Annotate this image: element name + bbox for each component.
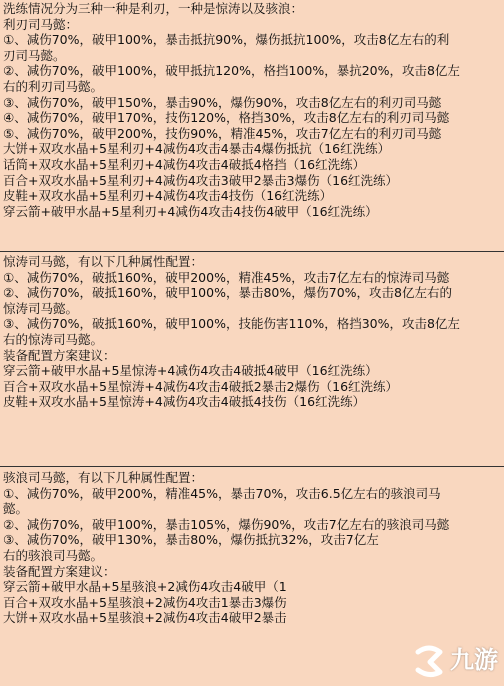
text-line: 装备配置方案建议： [3, 347, 116, 363]
text-line: 穿云箭+破甲水晶+5星骇浪+2减伤4攻击4破甲（1 [3, 579, 287, 595]
watermark [410, 642, 498, 680]
text-line: ③、减伤70%，破甲130%，暴击80%，爆伤抵抗32%，攻击7亿左 [3, 532, 379, 548]
section-wave [0, 254, 504, 410]
section-blade [0, 1, 504, 219]
text-line: ②、减伤70%，破甲100%，破甲抵抗120%，格挡100%，暴抗20%，攻击8亿左 [3, 63, 460, 79]
text-line: 骇浪司马懿，有以下几种属性配置： [3, 470, 204, 485]
text-line: 惊涛司马懿，有以下几种属性配置： [3, 254, 204, 269]
text-line: ①、减伤70%，破甲200%，精准45%，暴击70%，攻击6.5亿左右的骇浪司马 [3, 485, 441, 501]
text-line: 皮鞋+双攻水晶+5星利刃+4减伤4攻击4技伤（16红洗练） [3, 188, 333, 204]
text-line: ③、减伤70%，破抵160%，破甲100%，技能伤害110%，格挡30%，攻击8亿左 [3, 316, 460, 332]
text-line: 百合+双攻水晶+5星骇浪+2减伤4攻击1暴击3爆伤 [3, 594, 287, 610]
text-line: 右的惊涛司马懿。 [3, 331, 104, 347]
text-line: 大饼+双攻水晶+5星骇浪+2减伤4攻击4破甲2暴击 [3, 610, 287, 626]
text-line: 穿云箭+破甲水晶+5星利刃+4减伤4攻击4技伤4破甲（16红洗练） [3, 203, 378, 219]
divider [0, 466, 504, 467]
text-line: 懿。 [3, 501, 29, 517]
text-line: 洗练情况分为三种一种是利刃，一种是惊涛以及骇浪： [3, 1, 304, 16]
text-line: 装备配置方案建议： [3, 563, 116, 579]
text-line: 右的骇浪司马懿。 [3, 547, 104, 563]
text-line: ②、减伤70%，破抵160%，破甲100%，暴击80%，爆伤70%，攻击8亿左右的 [3, 285, 452, 301]
text-line: 右的利刃司马懿。 [3, 78, 104, 94]
text-line: 利刃司马懿： [3, 16, 79, 32]
text-line: 穿云箭+破甲水晶+5星惊涛+4减伤4攻击4破抵4破甲（16红洗练） [3, 363, 378, 379]
text-line: ①、减伤70%，破抵160%，破甲200%，精准45%，攻击7亿左右的惊涛司马懿 [3, 269, 450, 285]
text-line: ③、减伤70%，破甲150%，暴击90%，爆伤90%，攻击8亿左右的利刃司马懿 [3, 94, 442, 110]
text-line: ②、减伤70%，破甲100%，暴击105%，爆伤90%，攻击7亿左右的骇浪司马懿 [3, 516, 450, 532]
text-line: 惊涛司马懿。 [3, 300, 79, 316]
section-billow [0, 470, 504, 626]
text-line: ⑤、减伤70%，破甲200%，技伤90%，精准45%，攻击7亿左右的利刃司马懿 [3, 125, 442, 141]
text-line: 皮鞋+双攻水晶+5星惊涛+4减伤4攻击4破抵4技伤（16红洗练） [3, 394, 366, 410]
nine-game-logo-icon [410, 642, 448, 680]
watermark-text: 九游 [450, 646, 498, 675]
text-line: ①、减伤70%，破甲100%，暴击抵抗90%，爆伤抵抗100%，攻击8亿左右的利 [3, 32, 450, 48]
text-line: ④、减伤70%，破甲170%，技伤120%，格挡30%，攻击8亿左右的利刃司马懿 [3, 110, 450, 126]
text-line: 百合+双攻水晶+5星惊涛+4减伤4攻击4破抵2暴击2爆伤（16红洗练） [3, 378, 399, 394]
text-line: 刃司马懿。 [3, 47, 66, 63]
divider [0, 251, 504, 252]
text-line: 百合+双攻水晶+5星利刃+4减伤4攻击3破甲2暴击3爆伤（16红洗练） [3, 172, 399, 188]
text-line: 话筒+双攻水晶+5星利刃+4减伤4攻击4破抵4格挡（16红洗练） [3, 156, 366, 172]
text-line: 大饼+双攻水晶+5星利刃+4减伤4攻击4暴击4爆伤抵抗（16红洗练） [3, 141, 391, 157]
